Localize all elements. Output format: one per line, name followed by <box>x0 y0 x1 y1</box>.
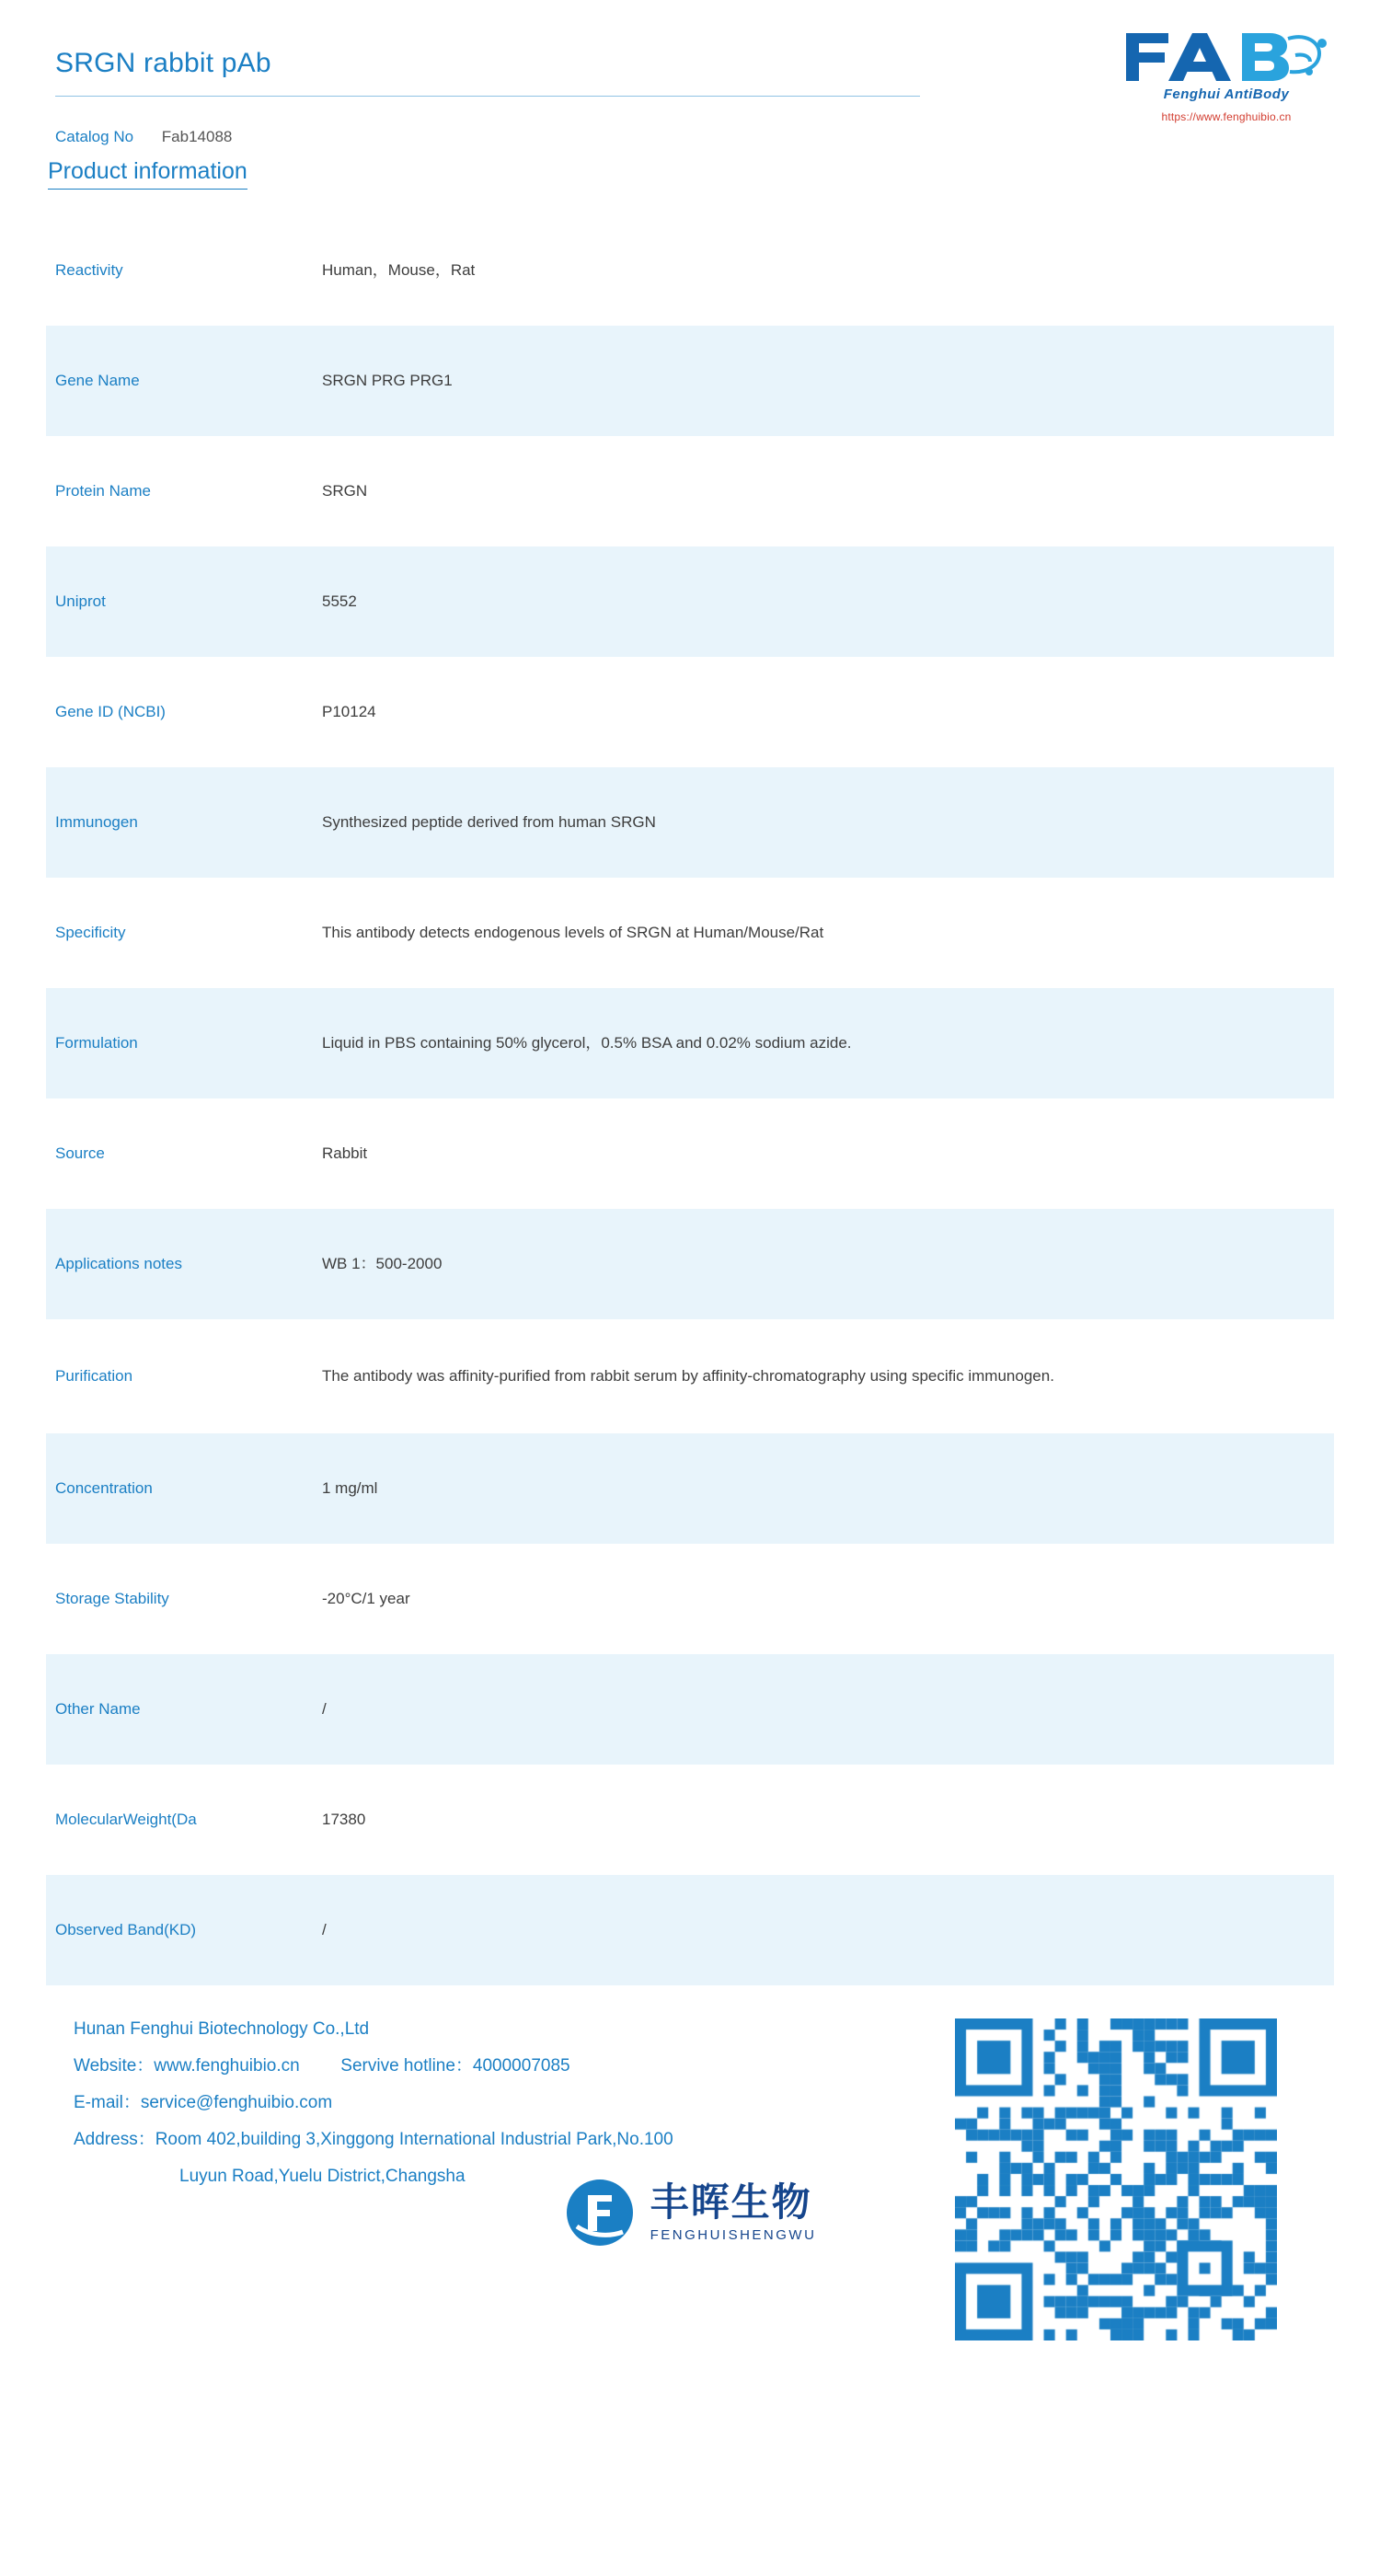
table-row <box>46 657 1334 767</box>
row-value: Rabbit <box>322 1144 368 1162</box>
row-label: Concentration <box>55 1479 153 1497</box>
table-row <box>46 767 1334 878</box>
company-logo-text <box>650 2182 817 2242</box>
footer-hotline: Servive hotline：4000007085 <box>340 2055 570 2076</box>
catalog-value: Fab14088 <box>161 128 233 145</box>
table-row <box>46 1319 1334 1433</box>
row-value: -20°C/1 year <box>322 1589 410 1607</box>
product-information-table <box>46 215 1334 1985</box>
company-logo <box>0 2177 1380 2248</box>
row-label: Uniprot <box>55 592 106 610</box>
table-row <box>46 546 1334 657</box>
table-row <box>46 878 1334 988</box>
row-value: SRGN <box>322 481 368 500</box>
row-value: SRGN PRG PRG1 <box>322 371 453 389</box>
section-heading-product-information: Product information <box>48 158 247 190</box>
company-logo-en: FENGHUISHENGWU <box>650 2226 817 2243</box>
row-value: Synthesized peptide derived from human SRGN <box>322 812 656 831</box>
table-body <box>46 215 1334 1985</box>
row-label: Reactivity <box>55 261 123 279</box>
table-row <box>46 1209 1334 1319</box>
table-row <box>46 1098 1334 1209</box>
brand-url[interactable]: https://www.fenghuibio.cn <box>1161 110 1292 123</box>
document-footer <box>0 2011 1380 2315</box>
row-label: Protein Name <box>55 482 151 500</box>
row-label: MolecularWeight(Da <box>55 1811 197 1828</box>
fenghui-mark-icon <box>564 2177 636 2248</box>
table-row <box>46 1654 1334 1765</box>
row-label: Purification <box>55 1367 133 1385</box>
table-row <box>46 1765 1334 1875</box>
row-value: 1 mg/ml <box>322 1478 378 1497</box>
document-header <box>0 0 1380 145</box>
row-label: Immunogen <box>55 813 138 831</box>
table-row <box>46 1544 1334 1654</box>
footer-address-line1: Address：Room 402,building 3,Xinggong International Industrial Park,No.100 <box>74 2129 673 2149</box>
row-label: Specificity <box>55 924 126 941</box>
table-row <box>46 988 1334 1098</box>
row-value: This antibody detects endogenous levels of SRGN at Human/Mouse/Rat <box>322 923 824 941</box>
row-value: Liquid in PBS containing 50% glycerol，0.5% BSA and 0.02% sodium azide. <box>322 1033 852 1052</box>
table-row <box>46 326 1334 436</box>
catalog-row <box>55 128 1325 146</box>
row-label: Gene Name <box>55 372 140 389</box>
table-row <box>46 1875 1334 1985</box>
table-row <box>46 215 1334 326</box>
brand-tagline: Fenghui AntiBody <box>1163 86 1290 102</box>
row-value: P10124 <box>322 702 376 720</box>
company-logo-cn: 丰晖生物 <box>650 2180 812 2225</box>
table-row <box>46 1433 1334 1544</box>
row-value: 17380 <box>322 1810 366 1828</box>
brand-logo <box>1121 28 1332 123</box>
page-title: SRGN rabbit pAb <box>55 48 920 97</box>
row-value: 5552 <box>322 592 357 610</box>
row-value: Human，Mouse，Rat <box>322 260 476 279</box>
footer-address-line2: Luyun Road,Yuelu District,Changsha <box>179 2166 466 2186</box>
row-value: WB 1：500-2000 <box>322 1254 443 1272</box>
row-label: Gene ID (NCBI) <box>55 703 166 720</box>
row-value: / <box>322 1699 327 1718</box>
table-row <box>46 436 1334 546</box>
footer-company: Hunan Fenghui Biotechnology Co.,Ltd <box>74 2019 370 2039</box>
catalog-label: Catalog No <box>55 128 134 145</box>
row-label: Observed Band(KD) <box>55 1921 197 1938</box>
row-label: Source <box>55 1144 105 1162</box>
row-label: Storage Stability <box>55 1590 169 1607</box>
footer-email[interactable]: E-mail：service@fenghuibio.com <box>74 2092 333 2112</box>
row-label: Applications notes <box>55 1255 182 1272</box>
row-label: Other Name <box>55 1700 141 1718</box>
fab-logo-icon <box>1121 28 1332 85</box>
row-value: The antibody was affinity-purified from rabbit serum by affinity-chromatography using specific immunogen. <box>322 1366 1054 1385</box>
row-value: / <box>322 1920 327 1938</box>
row-label: Formulation <box>55 1034 138 1052</box>
footer-website[interactable]: Website：www.fenghuibio.cn <box>74 2055 300 2076</box>
